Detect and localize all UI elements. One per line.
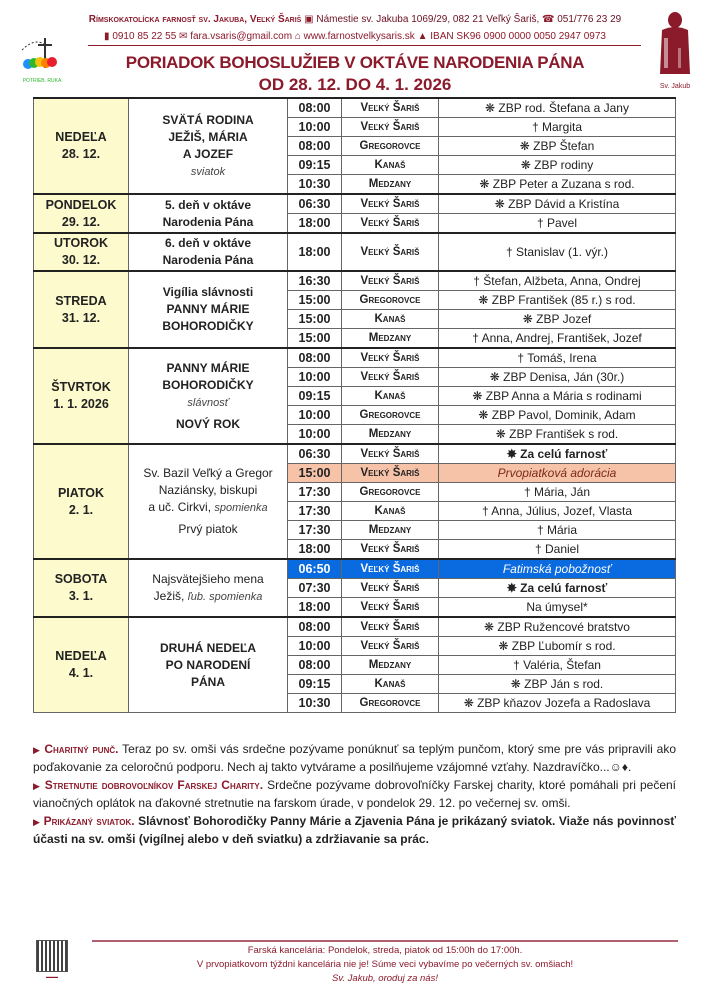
mass-intention: Prvopiatková adorácia xyxy=(439,464,676,483)
feast-line: BOHORODIČKY xyxy=(162,377,254,392)
mass-time: 09:15 xyxy=(288,387,342,406)
mass-time: 06:30 xyxy=(288,444,342,464)
feast-line: Najsvätejšieho mena xyxy=(152,571,264,586)
feast-cell xyxy=(129,348,288,444)
mass-place: Veľký Šariš xyxy=(342,540,439,560)
mass-place: Veľký Šariš xyxy=(342,368,439,387)
mass-time: 15:00 xyxy=(288,310,342,329)
mass-schedule-table xyxy=(33,97,676,713)
mass-time: 17:30 xyxy=(288,483,342,502)
office-hours: Farská kancelária: Pondelok, streda, piatok od 15:00h do 17:00h. xyxy=(247,945,523,956)
announcement-text: Slávnosť Bohorodičky Panny Márie a Zjavenia Pána je prikázaný sviatok. Viaže nás povinnosť účasti na sv. omši (vigílnej alebo v deň sviatku) a zdržiavanie sa prác. xyxy=(33,814,677,846)
feast-line: Narodenia Pána xyxy=(162,253,254,267)
mass-place: Gregorovce xyxy=(342,137,439,156)
announcement-label: Stretnutie dobrovoľníkov Farskej Charity. xyxy=(44,778,264,792)
mass-time: 06:30 xyxy=(288,194,342,214)
day-name: ŠTVRTOK xyxy=(51,380,111,394)
feast-rank: spomienka xyxy=(214,502,268,514)
mass-place: Veľký Šariš xyxy=(342,348,439,368)
mass-place: Veľký Šariš xyxy=(342,559,439,579)
bullet-arrow-icon: ▶ xyxy=(33,781,41,791)
mass-intention: ❋ ZBP František s rod. xyxy=(439,425,676,445)
mass-time: 17:30 xyxy=(288,521,342,540)
day-cell xyxy=(34,271,129,348)
mass-place: Medzany xyxy=(342,656,439,675)
page-subtitle: OD 28. 12. DO 4. 1. 2026 xyxy=(258,75,452,94)
feast-rank: ľub. spomienka xyxy=(187,590,263,603)
phone-icon: ☎ xyxy=(542,14,555,25)
mass-place: Veľký Šariš xyxy=(342,271,439,291)
day-cell xyxy=(34,444,129,559)
mass-time: 10:00 xyxy=(288,425,342,445)
feast-cell xyxy=(129,194,288,233)
mass-intention: † Mária, Ján xyxy=(439,483,676,502)
mass-intention: † Štefan, Alžbeta, Anna, Ondrej xyxy=(439,271,676,291)
mass-place: Veľký Šariš xyxy=(342,194,439,214)
mass-time: 08:00 xyxy=(288,137,342,156)
feast-extra: NOVÝ ROK xyxy=(175,416,240,431)
mass-place: Kanaš xyxy=(342,156,439,175)
mass-time: 18:00 xyxy=(288,233,342,271)
day-cell xyxy=(34,617,129,713)
mass-time: 07:30 xyxy=(288,579,342,598)
feast-line: PANNY MÁRIE xyxy=(166,360,250,375)
feast-line: PANNY MÁRIE xyxy=(166,302,250,316)
mass-place: Veľký Šariš xyxy=(342,637,439,656)
page-title: PORIADOK BOHOSLUŽIEB V OKTÁVE NARODENIA PÁNA xyxy=(125,53,585,72)
mass-time: 18:00 xyxy=(288,214,342,234)
mass-place: Gregorovce xyxy=(342,291,439,310)
mass-intention: ❋ ZBP Ján s rod. xyxy=(439,675,676,694)
mass-time: 10:00 xyxy=(288,118,342,137)
feast-line: Ježiš, ľub. spomienka xyxy=(153,588,263,603)
schedule-row xyxy=(34,559,676,579)
mass-time: 18:00 xyxy=(288,540,342,560)
schedule-row xyxy=(34,348,676,368)
mass-intention: ❋ ZBP Štefan xyxy=(439,137,676,156)
schedule-row xyxy=(34,271,676,291)
mass-intention: ❋ ZBP kňazov Jozefa a Radoslava xyxy=(439,694,676,713)
mass-place: Medzany xyxy=(342,425,439,445)
mass-time: 10:00 xyxy=(288,637,342,656)
mass-intention: † Anna, Andrej, František, Jozef xyxy=(439,329,676,349)
mass-time: 15:00 xyxy=(288,329,342,349)
saint-james-caption: Sv. Jakub xyxy=(659,83,691,90)
mass-intention: † Tomáš, Irena xyxy=(439,348,676,368)
mass-place: Gregorovce xyxy=(342,483,439,502)
mass-time: 10:30 xyxy=(288,694,342,713)
mass-time: 08:00 xyxy=(288,617,342,637)
mass-time: 08:00 xyxy=(288,348,342,368)
day-cell xyxy=(34,559,129,617)
saint-james-logo xyxy=(648,8,702,92)
announcement-label: Charitný punč. xyxy=(44,742,119,756)
mass-intention: † Mária xyxy=(439,521,676,540)
mass-time: 16:30 xyxy=(288,271,342,291)
day-date: 4. 1. xyxy=(68,666,94,680)
qr-caption: ▬▬▬ xyxy=(46,974,58,979)
parish-phone: 051/776 23 29 xyxy=(557,14,622,25)
schedule-row xyxy=(34,98,676,118)
mass-intention: ❋ ZBP rod. Štefana a Jany xyxy=(439,98,676,118)
day-date: 2. 1. xyxy=(68,502,94,517)
announcement-volunteers xyxy=(33,777,676,812)
feast-line: Vigília slávnosti xyxy=(162,285,254,299)
mass-intention: ❋ ZBP Peter a Zuzana s rod. xyxy=(439,175,676,195)
feast-cell xyxy=(129,98,288,194)
feast-line: Narodenia Pána xyxy=(162,214,254,229)
svg-text:POTRIEB. RUKA: POTRIEB. RUKA xyxy=(22,78,62,84)
web-icon: ⌂ xyxy=(294,31,301,42)
bullet-arrow-icon: ▶ xyxy=(33,745,41,755)
mass-time: 08:00 xyxy=(288,656,342,675)
feast-cell xyxy=(129,444,288,559)
feast-cell xyxy=(129,559,288,617)
feast-line: PO NARODENÍ xyxy=(165,657,251,672)
day-name: SOBOTA xyxy=(54,572,108,586)
day-cell xyxy=(34,98,129,194)
feast-line: 6. deň v oktáve xyxy=(164,236,252,250)
mass-place: Veľký Šariš xyxy=(342,579,439,598)
mass-time: 15:00 xyxy=(288,291,342,310)
announcement-text: Teraz po sv. omši vás srdečne pozývame ponúknuť sa teplým punčom, ktorý sme pre vás pripravili ako poďakovanie za celoročnú podporu. Nech aj takto vytvárame a posilňujeme vzájomné vzťahy. Nazdravíčko...☺♦. xyxy=(33,742,677,774)
feast-line: PÁNA xyxy=(190,674,225,689)
bank-icon: ▲ xyxy=(417,31,428,42)
mass-intention: ❋ ZBP Jozef xyxy=(439,310,676,329)
mass-intention: ❋ ZBP Denisa, Ján (30r.) xyxy=(439,368,676,387)
day-name: UTOROK xyxy=(54,236,108,250)
closing-prayer: Sv. Jakub, oroduj za nás! xyxy=(332,973,438,984)
bullet-arrow-icon: ▶ xyxy=(33,817,41,827)
day-date: 31. 12. xyxy=(61,310,101,325)
feast-rank: sviatok xyxy=(190,165,226,178)
mass-time: 10:30 xyxy=(288,175,342,195)
day-name: PONDELOK xyxy=(45,197,117,212)
schedule-row xyxy=(34,617,676,637)
feast-extra: Prvý piatok xyxy=(178,522,238,536)
announcement-text: Srdečne pozývame dobrovoľníčky Farskej charity, ktoré pomáhali pri pečení vianočných oplátok na ďakovné stretnutie na farskom úrade, v pondelok 29. 12. po večernej sv. omši. xyxy=(33,778,676,810)
office-note: V prvopiatkovom týždni kancelária nie je! Súme veci vybavíme po večerných sv. omšiach! xyxy=(196,959,574,970)
schedule-row xyxy=(34,444,676,464)
feast-line: A JOZEF xyxy=(182,146,234,161)
mass-place: Veľký Šariš xyxy=(342,118,439,137)
mass-intention: ✸ Za celú farnosť xyxy=(439,444,676,464)
feast-line: JEŽIŠ, MÁRIA xyxy=(168,129,248,144)
feast-line: SVÄTÁ RODINA xyxy=(162,112,254,127)
mass-time: 15:00 xyxy=(288,464,342,483)
mass-place: Kanaš xyxy=(342,310,439,329)
mass-place: Gregorovce xyxy=(342,406,439,425)
mass-place: Medzany xyxy=(342,175,439,195)
mass-intention: † Valéria, Štefan xyxy=(439,656,676,675)
mass-place: Veľký Šariš xyxy=(342,214,439,234)
day-date: 29. 12. xyxy=(61,214,101,229)
mass-place: Kanaš xyxy=(342,387,439,406)
mass-intention: ❋ ZBP rodiny xyxy=(439,156,676,175)
qr-code[interactable] xyxy=(36,940,68,972)
mass-place: Kanaš xyxy=(342,675,439,694)
parish-name: Rímskokatolícka farnosť sv. Jakuba, Veľký Šariš xyxy=(88,14,302,25)
mass-intention: Na úmysel* xyxy=(439,598,676,618)
mass-time: 18:00 xyxy=(288,598,342,618)
announcement-label: Prikázaný sviatok. xyxy=(43,814,135,828)
feast-cell xyxy=(129,617,288,713)
mass-intention: ❋ ZBP Pavol, Dominik, Adam xyxy=(439,406,676,425)
mass-intention: † Stanislav (1. výr.) xyxy=(439,233,676,271)
schedule-row xyxy=(34,194,676,214)
announcement-holy-day xyxy=(33,813,676,848)
mass-place: Medzany xyxy=(342,521,439,540)
mass-time: 10:00 xyxy=(288,406,342,425)
mass-place: Kanaš xyxy=(342,502,439,521)
mass-intention: † Margita xyxy=(439,118,676,137)
parish-iban: IBAN SK96 0900 0000 0050 2947 0973 xyxy=(430,31,606,42)
mass-time: 09:15 xyxy=(288,156,342,175)
mass-intention: ❋ ZBP František (85 r.) s rod. xyxy=(439,291,676,310)
day-name: NEDEĽA xyxy=(55,649,107,663)
mail-icon: ▣ xyxy=(304,14,314,25)
parish-contact-line xyxy=(60,31,650,42)
parish-mobile: 0910 85 22 55 xyxy=(112,31,177,42)
day-date: 30. 12. xyxy=(61,253,101,267)
parish-address-line xyxy=(60,14,650,25)
feast-line: DRUHÁ NEDEĽA xyxy=(160,640,256,655)
day-cell xyxy=(34,233,129,271)
mass-place: Veľký Šariš xyxy=(342,444,439,464)
schedule-row xyxy=(34,233,676,271)
mass-intention: ✸ Za celú farnosť xyxy=(439,579,676,598)
day-name: PIATOK xyxy=(57,485,105,500)
mass-intention: ❋ ZBP Ružencové bratstvo xyxy=(439,617,676,637)
header-divider xyxy=(88,45,641,46)
day-name: STREDA xyxy=(55,293,107,308)
parish-web[interactable]: www.farnostvelkysaris.sk xyxy=(303,31,415,42)
day-cell xyxy=(34,348,129,444)
announcements xyxy=(33,741,676,849)
mass-intention: † Pavel xyxy=(439,214,676,234)
feast-line: 5. deň v oktáve xyxy=(164,197,252,212)
feast-cell xyxy=(129,271,288,348)
mass-intention: † Anna, Július, Jozef, Vlasta xyxy=(439,502,676,521)
mass-intention: Fatimská pobožnosť xyxy=(439,559,676,579)
day-date: 3. 1. xyxy=(68,589,94,603)
feast-line: a uč. Cirkvi, spomienka xyxy=(148,500,268,514)
mass-place: Veľký Šariš xyxy=(342,598,439,618)
feast-line: Naziánsky, biskupi xyxy=(158,483,258,497)
day-name: NEDEĽA xyxy=(55,130,107,144)
footer xyxy=(92,944,678,986)
feast-rank: slávnosť xyxy=(187,396,229,409)
day-date: 28. 12. xyxy=(61,147,101,161)
mass-time: 09:15 xyxy=(288,675,342,694)
mass-time: 06:50 xyxy=(288,559,342,579)
mass-place: Veľký Šariš xyxy=(342,98,439,118)
mobile-icon: ▮ xyxy=(104,31,110,42)
mass-time: 10:00 xyxy=(288,368,342,387)
feast-line: Sv. Bazil Veľký a Gregor xyxy=(143,466,273,480)
parish-address: Námestie sv. Jakuba 1069/29, 082 21 Veľký Šariš, xyxy=(316,14,540,25)
mass-place: Veľký Šariš xyxy=(342,617,439,637)
feast-cell xyxy=(129,233,288,271)
day-cell xyxy=(34,194,129,233)
feast-line: BOHORODIČKY xyxy=(162,319,254,333)
mass-time: 08:00 xyxy=(288,98,342,118)
announcement-charity-punch xyxy=(33,741,676,776)
email-icon: ✉ xyxy=(179,31,188,42)
parish-email[interactable]: fara.vsaris@gmail.com xyxy=(190,31,293,42)
mass-intention: ❋ ZBP Dávid a Kristína xyxy=(439,194,676,214)
mass-place: Veľký Šariš xyxy=(342,464,439,483)
mass-place: Veľký Šariš xyxy=(342,233,439,271)
footer-divider xyxy=(92,940,678,942)
mass-intention: ❋ ZBP Ľubomír s rod. xyxy=(439,637,676,656)
mass-intention: † Daniel xyxy=(439,540,676,560)
mass-place: Medzany xyxy=(342,329,439,349)
day-date: 1. 1. 2026 xyxy=(53,397,109,411)
mass-place: Gregorovce xyxy=(342,694,439,713)
mass-intention: ❋ ZBP Anna a Mária s rodinami xyxy=(439,387,676,406)
mass-time: 17:30 xyxy=(288,502,342,521)
